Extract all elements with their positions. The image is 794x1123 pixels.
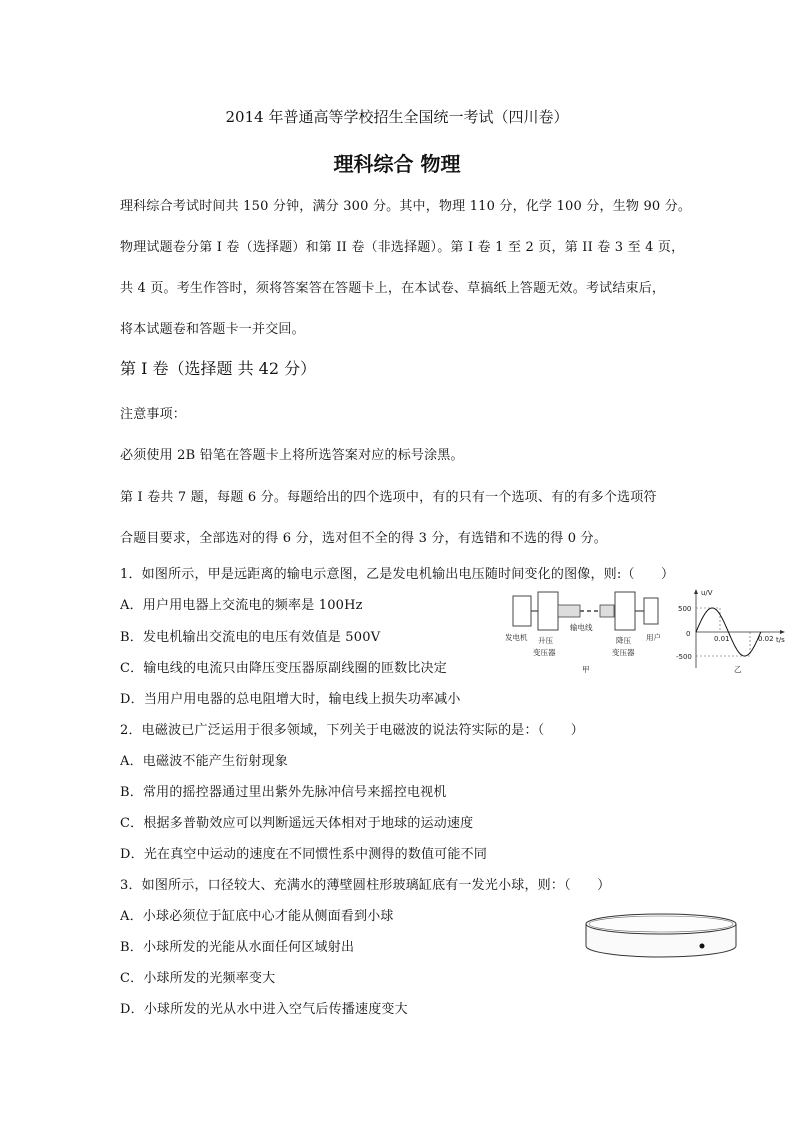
intro-line: 共 4 页。考生作答时，须将答案答在答题卡上，在本试卷、草搞纸上答题无效。考试结束后， (120, 281, 666, 296)
label-stepdown-transformer: 变压器 (612, 648, 635, 657)
question-option: D．光在真空中运动的速度在不同惯性系中测得的数值可能不同 (120, 847, 488, 862)
y-axis-label: u/V (701, 589, 713, 597)
exam-subtitle: 理科综合 物理 (333, 152, 461, 176)
question-option: D．当用户用电器的总电阻增大时，输电线上损失功率减小 (120, 692, 461, 707)
question-option: A．电磁波不能产生衍射现象 (120, 754, 288, 769)
tick-label: 500 (678, 605, 692, 613)
intro-line: 物理试题卷分第 I 卷（选择题）和第 II 卷（非选择题）。第 I 卷 1 至 2 页，第 II 卷 3 至 4 页， (120, 240, 685, 255)
question-stem: 2．电磁波已广泛运用于很多领域，下列关于电磁波的说法符实际的是：（ ） (120, 723, 584, 738)
exam-title: 2014 年普通高等学校招生全国统一考试（四川卷） (225, 108, 569, 126)
note-line: 必须使用 2B 铅笔在答题卡上将所选答案对应的标号涂黑。 (120, 448, 464, 463)
question-option: D．小球所发的光从水中进入空气后传播速度变大 (120, 1002, 408, 1017)
question-option: A．小球必须位于缸底中心才能从侧面看到小球 (120, 909, 394, 924)
caption-yi: 乙 (734, 665, 742, 674)
glass-tank-figure (580, 910, 742, 962)
label-line: 输电线 (570, 623, 593, 632)
caption-jia: 甲 (582, 665, 590, 674)
voltage-time-graph (676, 586, 788, 678)
question-option: C．小球所发的光频率变大 (120, 971, 276, 986)
question-option: A．用户用电器上交流电的频率是 100Hz (120, 598, 363, 613)
question-option: C．输电线的电流只由降压变压器原副线圈的匝数比决定 (120, 661, 447, 676)
question-option: B．小球所发的光能从水面任何区域射出 (120, 940, 355, 955)
tick-label: 0 (686, 630, 691, 638)
tick-label: 0.01 (714, 635, 730, 643)
note-line: 合题目要求，全部选对的得 6 分，选对但不全的得 3 分，有选错和不选的得 0 分。 (120, 531, 608, 546)
note-line: 第 I 卷共 7 题，每题 6 分。每题给出的四个选项中，有的只有一个选项、有的有多个选项符 (120, 490, 657, 505)
question-option: C．根据多普勒效应可以判断遥远天体相对于地球的运动速度 (120, 816, 474, 831)
question-option: B．常用的摇控器通过里出紫外先脉冲信号来摇控电视机 (120, 785, 447, 800)
glowing-ball (700, 944, 705, 949)
tick-label: 0.02 (758, 635, 774, 643)
label-stepdown: 降压 (616, 636, 631, 645)
label-stepup: 升压 (538, 636, 553, 645)
notes-title: 注意事项： (120, 407, 187, 422)
label-generator: 发电机 (505, 633, 528, 642)
x-axis-label: t/s (776, 636, 785, 644)
tick-label: -500 (676, 653, 692, 661)
question-option: B．发电机输出交流电的电压有效值是 500V (120, 630, 381, 645)
intro-line: 将本试题卷和答题卡一并交回。 (120, 322, 305, 337)
label-stepup-transformer: 变压器 (533, 648, 556, 657)
intro-line: 理科综合考试时间共 150 分钟，满分 300 分。其中，物理 110 分，化学 100 分，生物 90 分。 (120, 199, 692, 214)
section-heading: 第 I 卷（选择题 共 42 分） (120, 359, 317, 378)
question-stem: 1．如图所示，甲是远距离的输电示意图，乙是发电机输出电压随时间变化的图像，则:（ ） (120, 567, 675, 582)
label-user: 用户 (646, 633, 661, 642)
transmission-diagram (500, 588, 670, 680)
question-stem: 3．如图所示，口径较大、充满水的薄壁圆柱形玻璃缸底有一发光小球，则：（ ） (120, 878, 611, 893)
